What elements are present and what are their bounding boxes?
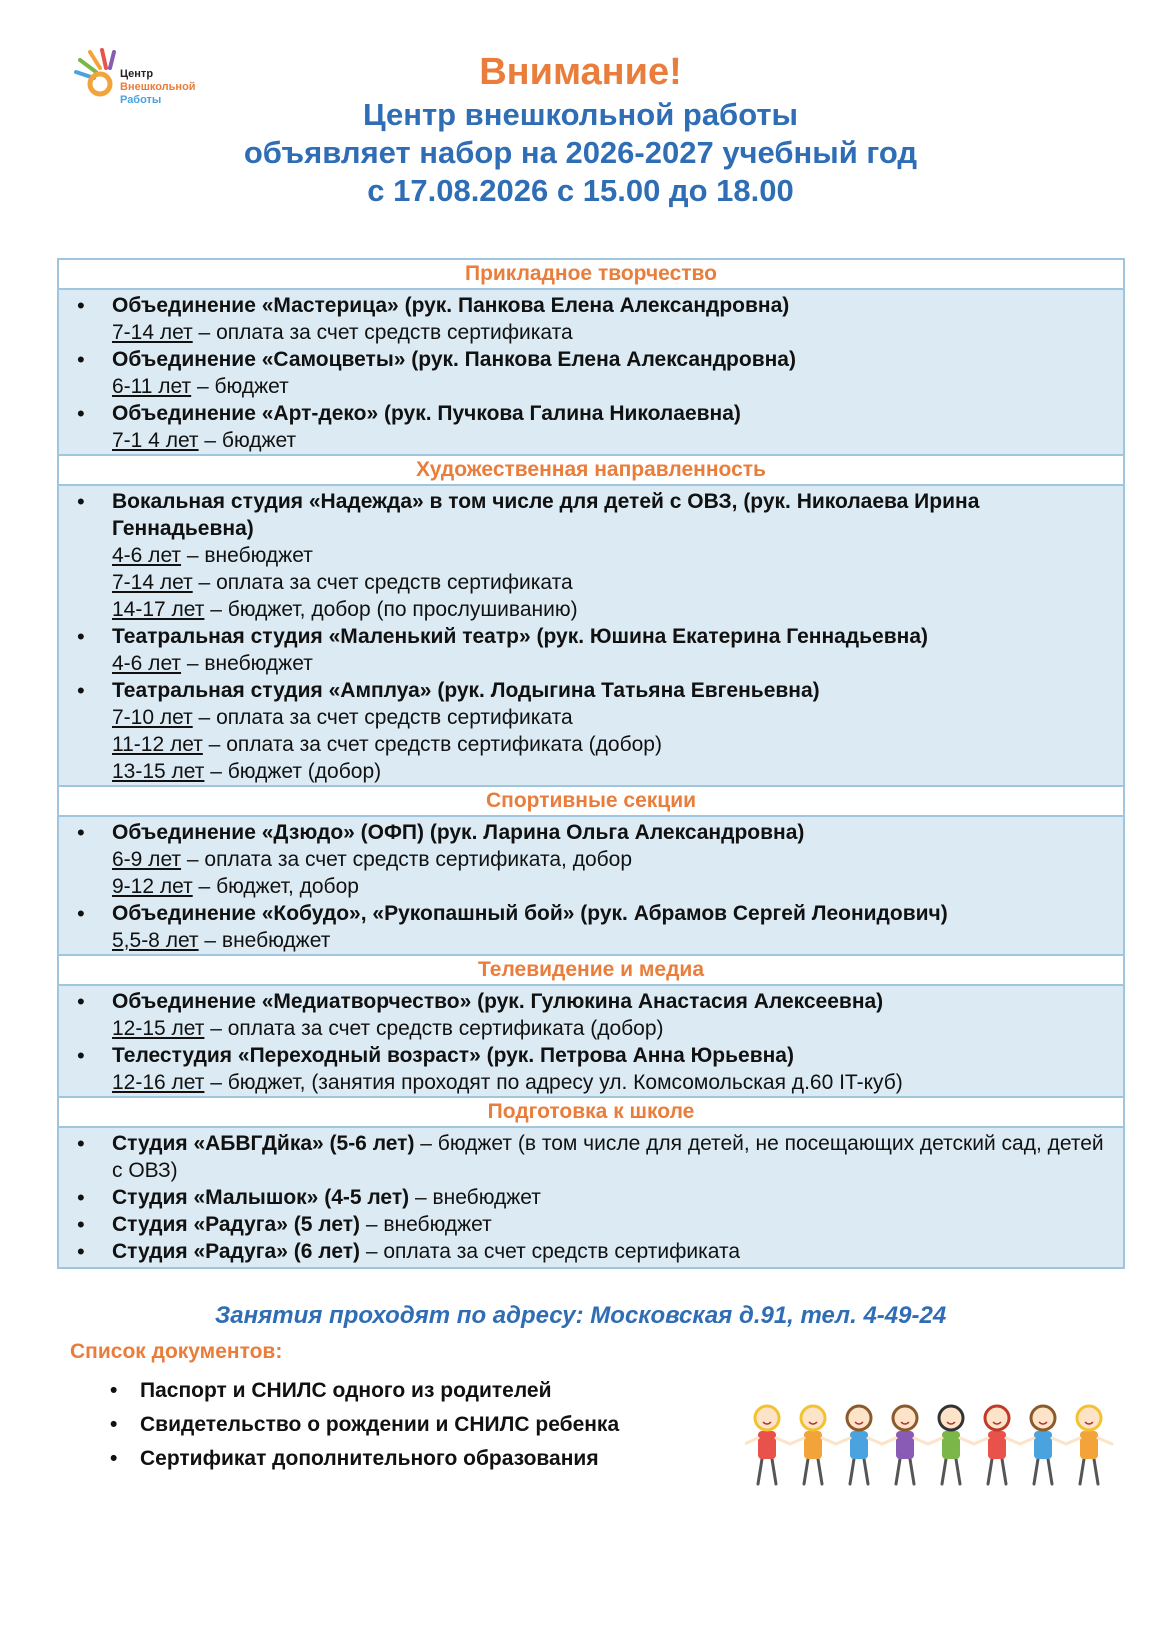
header-line-3: с 17.08.2026 с 15.00 до 18.00 <box>367 173 794 208</box>
age-range: 12-15 лет <box>112 1017 205 1040</box>
address-line: Занятия проходят по адресу: Московская д.91, тел. 4-49-24 <box>214 1302 947 1329</box>
item-detail: – бюджет, (занятия проходят по адресу ул. Комсомольская д.60 IT-куб) <box>204 1071 903 1094</box>
item-detail: – оплата за счет средств сертификата <box>192 706 573 729</box>
children-illustration <box>745 1398 1123 1494</box>
child-figure <box>745 1406 790 1484</box>
section-body <box>59 290 1123 454</box>
age-range: 6-11 лет <box>112 375 192 398</box>
item-detail: – бюджет, добор <box>192 875 359 898</box>
item-title: • Театральная студия «Маленький театр» (рук. Юшина Екатерина Геннадьевна) <box>112 625 928 648</box>
item-detail: – бюджет <box>191 375 289 398</box>
item-title: • Телестудия «Переходный возраст» (рук. Петрова Анна Юрьевна) <box>112 1044 794 1067</box>
item-title: Студия «Малышок» (4-5 лет) <box>112 1186 410 1209</box>
list-item <box>69 988 1113 1042</box>
item-detail: – оплата за счет средств сертификата (добор) <box>202 733 662 756</box>
document-item: • Сертификат дополнительного образования <box>110 1442 730 1476</box>
item-title: • Объединение «Мастерица» (рук. Панкова Елена Александровна) <box>112 294 790 317</box>
age-range: 7-14 лет <box>112 571 193 594</box>
list-item <box>69 292 1113 346</box>
item-title: • Объединение «Дзюдо» (ОФП) (рук. Ларина Ольга Александровна) <box>112 821 805 844</box>
document-item: • Свидетельство о рождении и СНИЛС ребенка <box>110 1408 730 1442</box>
item-title: • Вокальная студия «Надежда» в том числе для детей с ОВЗ, (рук. Николаева Ирина Геннадьевна) <box>112 490 980 540</box>
child-figure <box>1020 1406 1066 1484</box>
item-detail: – оплата за счет средств сертификата <box>360 1240 741 1263</box>
item-detail: – внебюджет <box>360 1213 492 1236</box>
item-title: • Театральная студия «Амплуа» (рук. Лодыгина Татьяна Евгеньевна) <box>112 679 820 702</box>
section-heading: Подготовка к школе <box>59 1096 1123 1128</box>
list-item <box>69 346 1113 400</box>
item-detail: – внебюджет <box>181 544 313 567</box>
item-detail: – внебюджет <box>181 652 313 675</box>
age-range: 13-15 лет <box>112 760 205 783</box>
age-range: 6-9 лет <box>112 848 182 871</box>
section-body <box>59 817 1123 954</box>
item-detail: – внебюджет <box>198 929 331 952</box>
item-detail: – бюджет <box>198 429 297 452</box>
logo-line-3: Работы <box>120 94 162 106</box>
age-range: 9-12 лет <box>112 875 193 898</box>
item-detail: – оплата за счет средств сертификата, добор <box>181 848 633 871</box>
list-item <box>69 400 1113 454</box>
header-line-1: Центр внешкольной работы <box>362 97 799 132</box>
age-range: 4-6 лет <box>112 652 182 675</box>
logo-line-2: Внешкольной <box>120 81 196 93</box>
item-detail: – оплата за счет средств сертификата (добор) <box>204 1017 664 1040</box>
header <box>0 48 1161 210</box>
documents-title: Список документов: <box>70 1340 283 1363</box>
child-figure <box>928 1406 974 1484</box>
list-item <box>69 1130 1113 1184</box>
item-title: Студия «Радуга» (6 лет) <box>112 1240 361 1263</box>
age-range: 11-12 лет <box>112 733 203 756</box>
child-figure <box>1066 1406 1112 1484</box>
item-detail: – оплата за счет средств сертификата <box>192 571 573 594</box>
child-figure <box>882 1406 928 1484</box>
item-title: Студия «Радуга» (5 лет) <box>112 1213 361 1236</box>
list-item <box>69 677 1113 785</box>
item-title: Студия «АБВГДйка» (5-6 лет) <box>112 1132 415 1155</box>
child-figure <box>790 1406 836 1484</box>
age-range: 5,5-8 лет <box>112 929 199 952</box>
age-range: 7-1 4 лет <box>112 429 199 452</box>
section-heading: Художественная направленность <box>59 454 1123 486</box>
list-item <box>69 1184 1113 1211</box>
section-heading: Телевидение и медиа <box>59 954 1123 986</box>
list-item <box>69 819 1113 900</box>
age-range: 4-6 лет <box>112 544 182 567</box>
list-item <box>69 1042 1113 1096</box>
item-title: • Объединение «Арт-деко» (рук. Пучкова Галина Николаевна) <box>112 402 741 425</box>
age-range: 14-17 лет <box>112 598 205 621</box>
attention-title: Внимание! <box>479 51 682 93</box>
logo-line-1: Центр <box>120 68 154 80</box>
item-detail: – бюджет (добор) <box>204 760 382 783</box>
age-range: 12-16 лет <box>112 1071 205 1094</box>
header-line-2: объявляет набор на 2026-2027 учебный год <box>243 135 918 170</box>
section-body <box>59 486 1123 785</box>
item-title: • Объединение «Кобудо», «Рукопашный бой» (рук. Абрамов Сергей Леонидович) <box>112 902 948 925</box>
list-item <box>69 900 1113 954</box>
list-item <box>69 1238 1113 1265</box>
age-range: 7-10 лет <box>112 706 193 729</box>
programs-table <box>57 258 1125 1269</box>
item-detail: – оплата за счет средств сертификата <box>192 321 573 344</box>
section-heading: Спортивные секции <box>59 785 1123 817</box>
list-item <box>69 488 1113 623</box>
child-figure <box>836 1406 882 1484</box>
documents-list <box>110 1374 730 1476</box>
section-body <box>59 986 1123 1096</box>
list-item <box>69 623 1113 677</box>
item-detail: – бюджет (в том числе для детей, не посещающих детский сад, детей с ОВЗ) <box>112 1132 1104 1182</box>
child-figure <box>974 1406 1020 1484</box>
item-title: • Объединение «Самоцветы» (рук. Панкова Елена Александровна) <box>112 348 796 371</box>
item-detail: – внебюджет <box>409 1186 541 1209</box>
item-title: • Объединение «Медиатворчество» (рук. Гулюкина Анастасия Алексеевна) <box>112 990 884 1013</box>
section-heading: Прикладное творчество <box>59 260 1123 290</box>
section-body <box>59 1128 1123 1267</box>
item-detail: – бюджет, добор (по прослушиванию) <box>204 598 578 621</box>
age-range: 7-14 лет <box>112 321 193 344</box>
list-item <box>69 1211 1113 1238</box>
document-item: • Паспорт и СНИЛС одного из родителей <box>110 1374 730 1408</box>
